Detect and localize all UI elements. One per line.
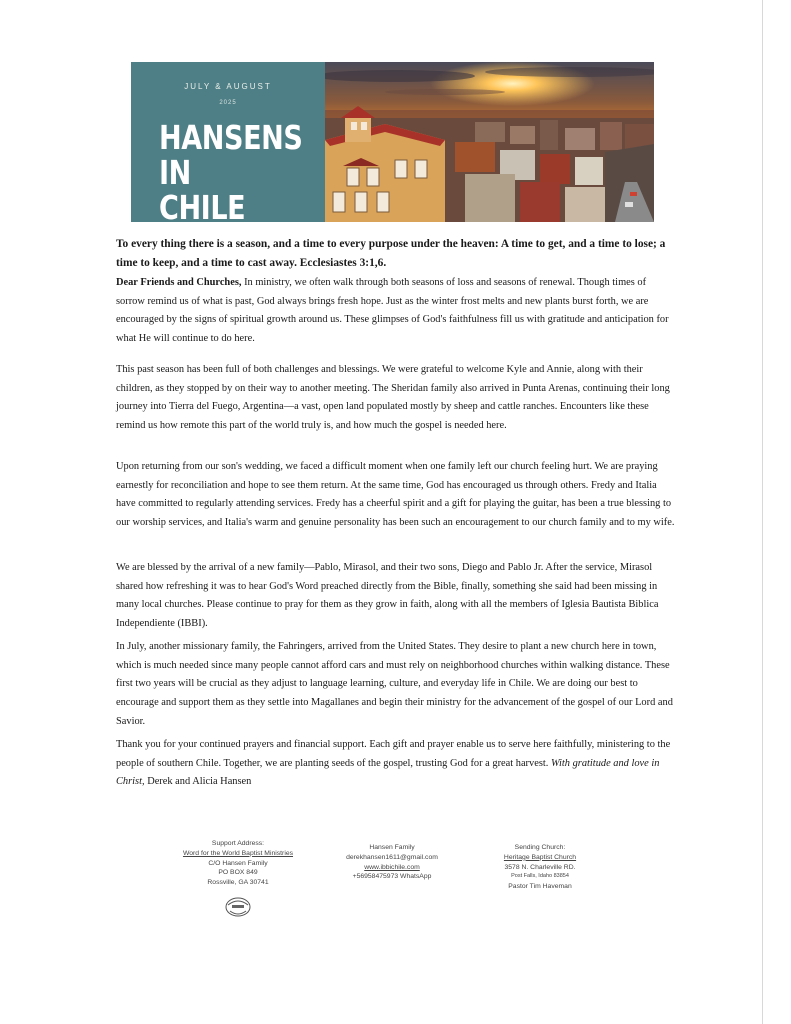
support-heading: Support Address:	[211, 840, 265, 847]
footer-family-contact	[322, 843, 462, 882]
closing-text: Thank you for your continued prayers and financial support. Each gift and prayer enable us to serve here faithfully, ministering to the people of southern Chile. Together, we are planting seeds of the gospel, trusting God for a great harvest.	[116, 739, 671, 769]
ministry-logo-icon	[222, 893, 254, 921]
sending-church-link[interactable]: Heritage Baptist Church	[503, 853, 577, 861]
sending-line2: Post Falls, Idaho 83854	[511, 873, 569, 880]
sunset-city-illustration	[325, 62, 654, 222]
scripture-verse: To every thing there is a season, and a time to every purpose under the heaven: A time to get, and a time to lose; a time to keep, and a time to cast away. Ecclesiastes 3:1,6.	[116, 238, 666, 269]
support-org-link[interactable]: Word for the World Baptist Ministries	[182, 849, 294, 857]
support-line3: Rossville, GA 30741	[207, 879, 269, 887]
header-banner	[131, 62, 654, 227]
paragraph-6	[116, 736, 676, 792]
closing-italic: With gratitude and love in Christ,	[116, 757, 660, 788]
banner-title	[159, 118, 303, 227]
family-website-link[interactable]: www.ibbichile.com	[364, 863, 420, 871]
paragraph-1-text: In ministry, we often walk through both seasons of loss and seasons of renewal. Though times of sorrow remind us of what is past, God always brings fresh hope. Just as the winter frost melts and new plants burst forth, we are encouraged by the signs of spiritual growth around us. These glimpses of God's faithfulness fill us with gratitude and anticipation for what He will continue to do here.	[116, 277, 669, 345]
sending-line1: 3578 N. Charleville RD.	[504, 863, 576, 871]
footer-sending-church	[470, 843, 610, 892]
banner-title-line1: HANSENS	[159, 118, 303, 157]
paragraph-4: We are blessed by the arrival of a new family—Pablo, Mirasol, and their two sons, Diego and Pablo Jr. After the service, Mirasol shared how refreshing it was to hear God's Word preached directly from the Bible, finally, something she said had been missing in many local churches. Please continue to pray for them as they grow in faith, along with all the members of Iglesia Bautista Biblica Independiente (IBBI).	[116, 562, 659, 630]
paragraph-1	[116, 274, 676, 349]
sending-heading: Sending Church:	[514, 844, 566, 851]
paragraph-5: In July, another missionary family, the Fahringers, arrived from the United States. They desire to plant a new church here in town, which is much needed since many people cannot afford cars and must rely on neighborhood churches within walking distance. These first two years will be crucial as they adjust to language learning, culture, and everyday life in Chile. We are doing our best to encourage and support them as they settle into Magallanes and begin their ministry for the advancement of the gospel of our Lord and Savior.	[116, 641, 673, 727]
family-heading: Hansen Family	[369, 844, 415, 851]
family-email-link[interactable]: derekhansen1611@gmail.com	[346, 853, 438, 861]
support-line1: C/O Hansen Family	[208, 859, 268, 867]
banner-year: 2025	[219, 100, 237, 106]
banner-title-line2: IN CHILE	[159, 153, 246, 227]
family-phone: +56958475973 WhatsApp	[352, 873, 432, 881]
banner-date: JULY & AUGUST	[184, 82, 272, 91]
paragraph-3: Upon returning from our son's wedding, we faced a difficult moment when one family left our church feeling hurt. We are praying earnestly for reconciliation and hope to see them return. At the same time, God has encouraged us through others. Fredy and Italia have committed to regularly attending services. Fredy has a cheerful spirit and a gift for playing the guitar, has been a true blessing to our worship services, and Italia's warm and genuine personality has been such an encouragement to our church family and to my wife.	[116, 461, 675, 529]
paragraph-2: This past season has been full of both challenges and blessings. We were grateful to welcome Kyle and Annie, along with their children, as they stopped by on their way to another meeting. The Sheridan family also arrived in Punta Arenas, continuing their long journey into Tierra del Fuego, Argentina—a vast, open land populated mostly by sheep and cattle ranches. Encounters like these remind us how remote this part of the world truly is, and how much the gospel is needed here.	[116, 364, 670, 432]
salutation: Dear Friends and Churches,	[116, 277, 242, 288]
scan-edge-line	[762, 0, 763, 1024]
footer-support-address	[168, 839, 308, 888]
banner-title-panel	[131, 62, 325, 227]
support-line2: PO BOX 849	[218, 869, 258, 877]
sunset-city-photo	[325, 62, 654, 222]
sending-line3: Pastor Tim Haveman	[508, 883, 572, 891]
signature-names: Derek and Alicia Hansen	[144, 776, 252, 788]
